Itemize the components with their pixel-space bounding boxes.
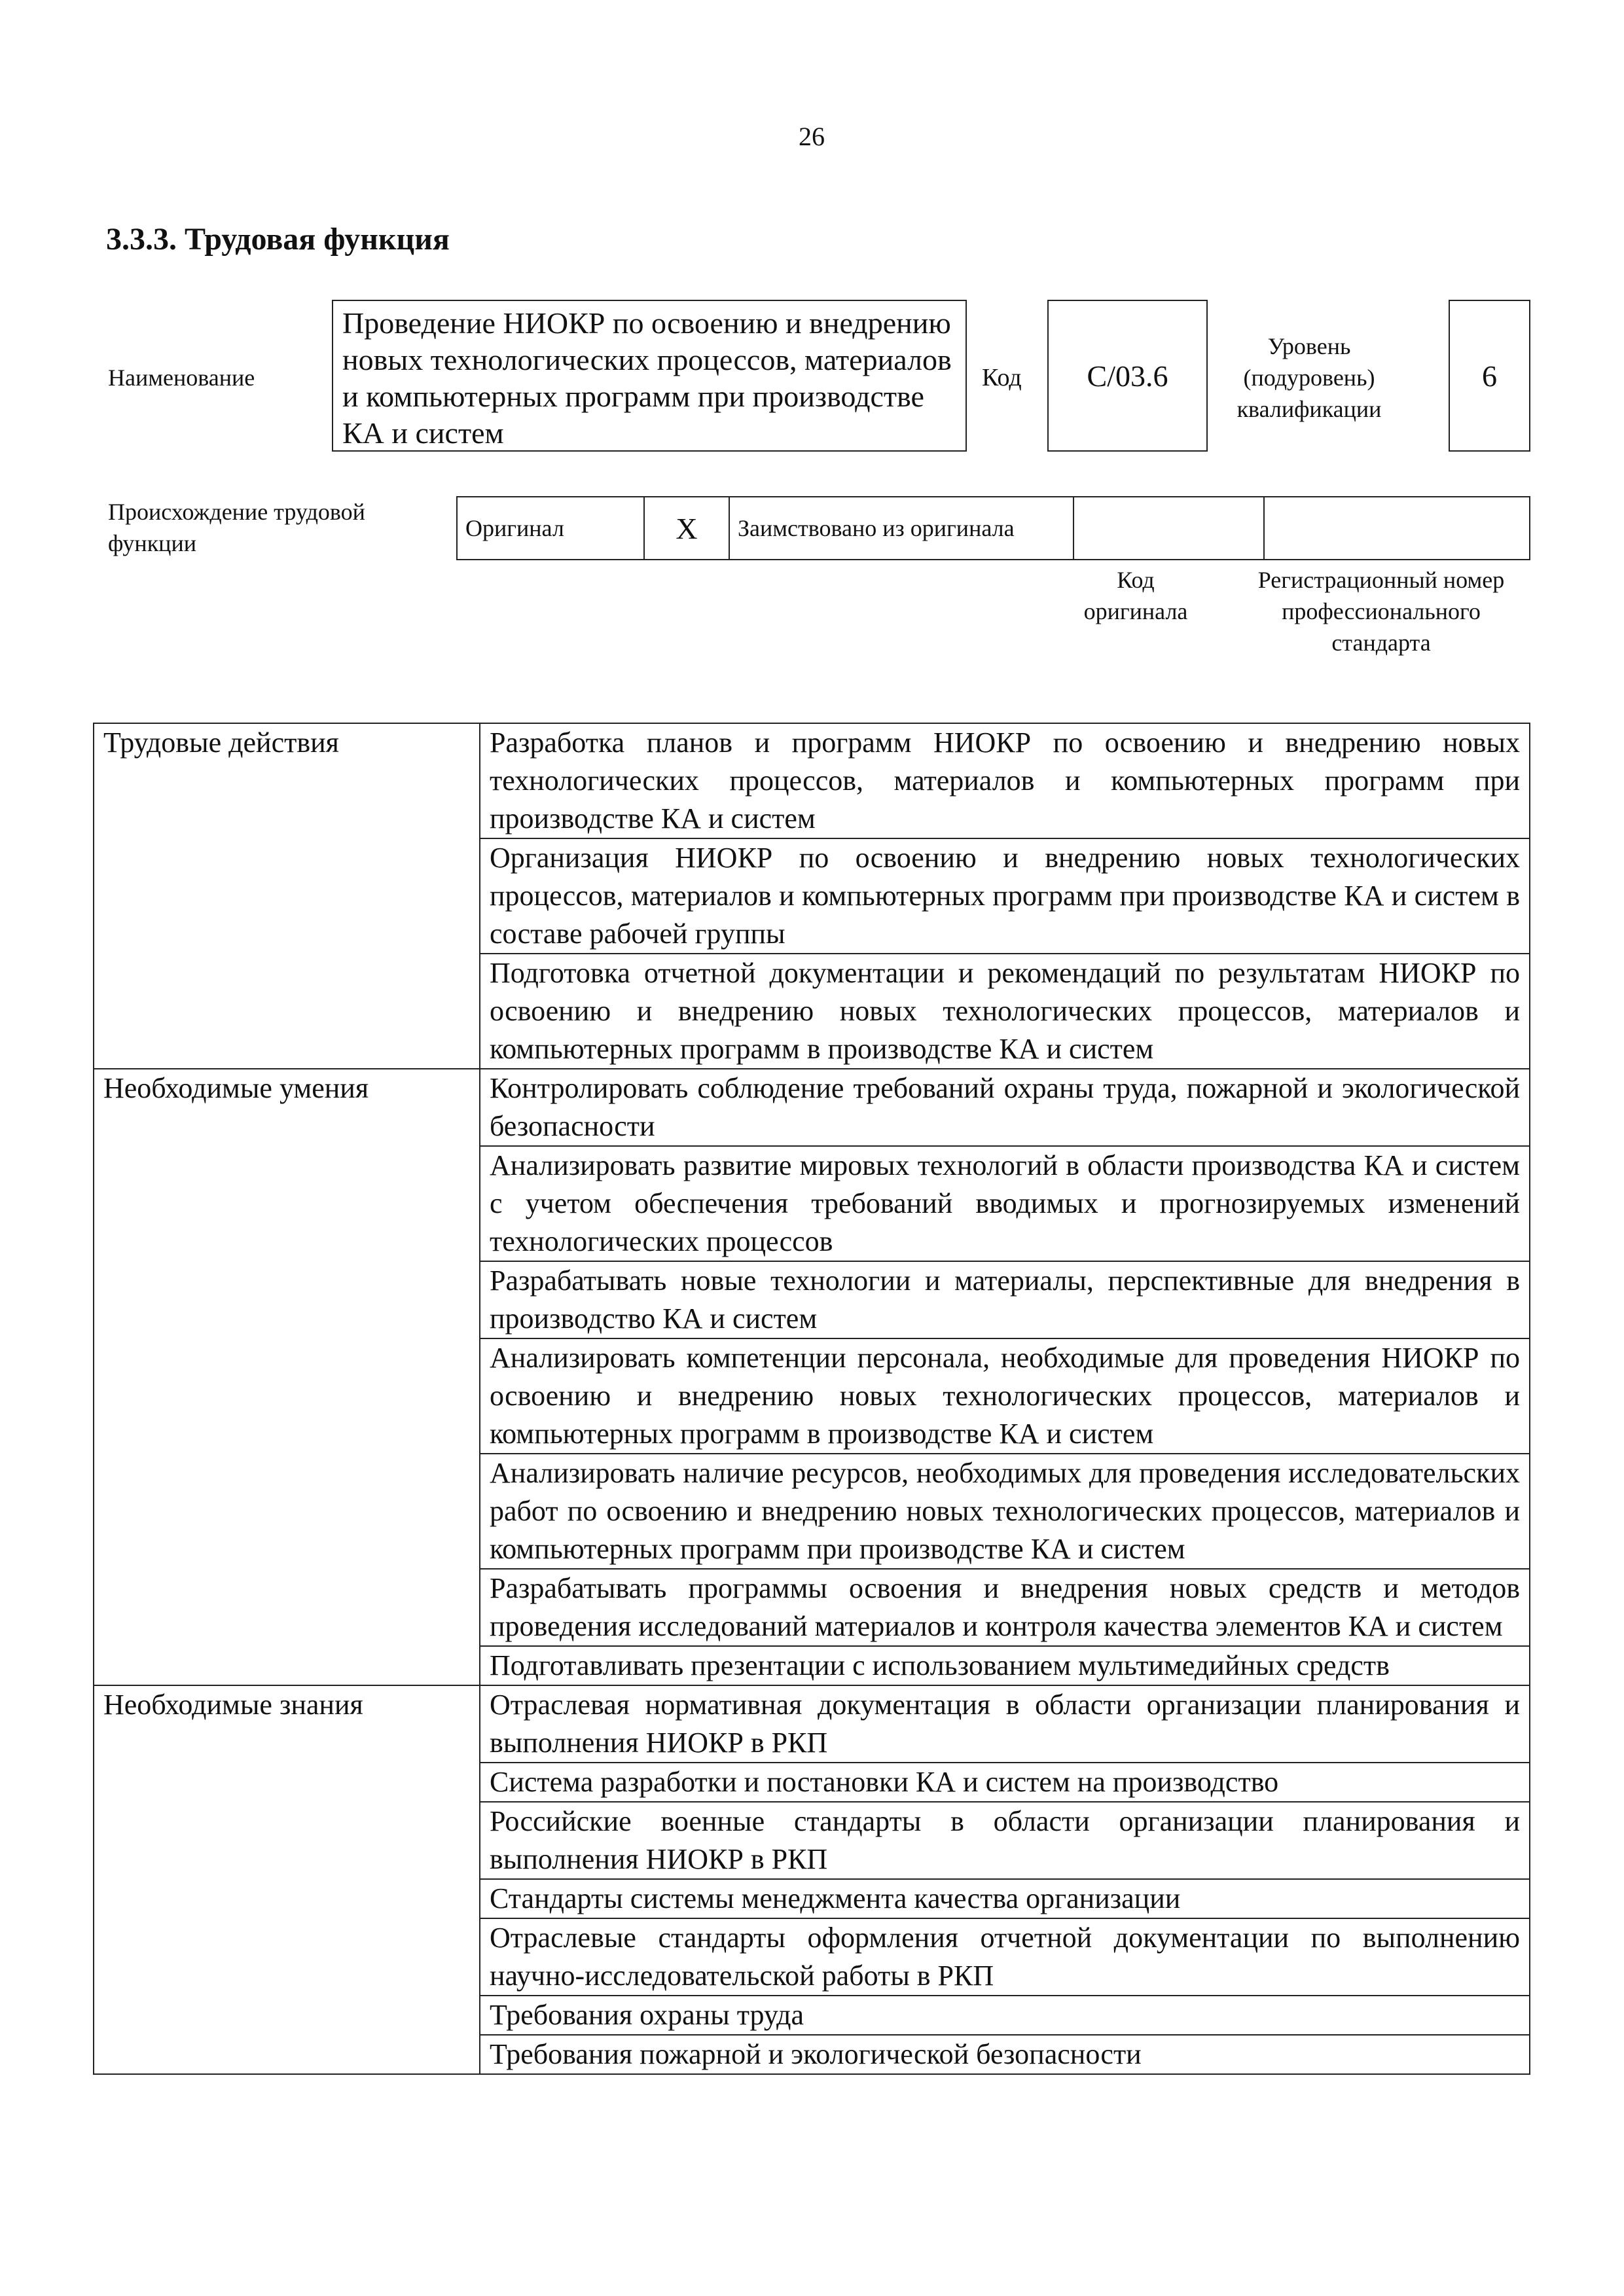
qualification-level-label: Уровень (подуровень) квалификации — [1236, 333, 1382, 422]
code-original-caption: Код оригинала — [1083, 567, 1188, 624]
item-cell: Анализировать развитие мировых технологий в области производства КА и систем с учетом обеспечения требований вводимых и прогнозируемых изменений технологических процессов — [480, 1146, 1530, 1261]
category-cell: Трудовые действия — [94, 723, 480, 1069]
item-cell: Отраслевая нормативная документация в области организации планирования и выполнения НИОКР в РКП — [480, 1685, 1530, 1763]
item-cell: Требования пожарной и экологической безопасности — [480, 2035, 1530, 2074]
reg-number-caption: Регистрационный номер профессионального стандарта — [1257, 567, 1505, 656]
item-cell: Подготовка отчетной документации и рекомендаций по результатам НИОКР по освоению и внедрению новых технологических процессов, материалов и компьютерных программ в производстве КА и систем — [480, 954, 1530, 1069]
page-number: 26 — [799, 122, 825, 151]
item-cell: Организация НИОКР по освоению и внедрению новых технологических процессов, материалов и компьютерных программ при производстве КА и систем в составе рабочей группы — [480, 838, 1530, 954]
table-row — [94, 1069, 1530, 1146]
category-cell: Необходимые знания — [94, 1685, 480, 2074]
item-cell: Контролировать соблюдение требований охраны труда, пожарной и экологической безопасности — [480, 1069, 1530, 1146]
table-row — [94, 1685, 1530, 1763]
origin-table — [456, 496, 1530, 560]
origin-label: Происхождение трудовой функции — [108, 499, 365, 556]
item-cell: Разработка планов и программ НИОКР по освоению и внедрению новых технологических процессов, материалов и компьютерных программ при производстве КА и систем — [480, 723, 1530, 838]
function-name-box: Проведение НИОКР по освоению и внедрению новых технологических процессов, материалов и компьютерных программ при производстве КА и систем — [332, 300, 967, 452]
item-cell: Разрабатывать новые технологии и материалы, перспективные для внедрения в производство КА и систем — [480, 1261, 1530, 1338]
reg-number-cell — [1264, 497, 1530, 560]
name-label: Наименование — [108, 365, 255, 391]
original-mark: X — [644, 497, 729, 560]
original-code-cell — [1074, 497, 1264, 560]
code-value-box: C/03.6 — [1047, 300, 1208, 452]
item-cell: Отраслевые стандарты оформления отчетной документации по выполнению научно-исследовательской работы в РКП — [480, 1918, 1530, 1996]
borrowed-cell: Заимствовано из оригинала — [729, 497, 1074, 560]
item-cell: Анализировать компетенции персонала, необходимые для проведения НИОКР по освоению и внедрению новых технологических процессов, материалов и компьютерных программ в производстве КА и систем — [480, 1338, 1530, 1454]
qualification-level-box: 6 — [1449, 300, 1530, 452]
item-cell: Подготавливать презентации с использованием мультимедийных средств — [480, 1646, 1530, 1685]
code-label: Код — [982, 364, 1022, 391]
item-cell: Система разработки и постановки КА и систем на производство — [480, 1763, 1530, 1802]
item-cell: Российские военные стандарты в области организации планирования и выполнения НИОКР в РКП — [480, 1802, 1530, 1879]
item-cell: Анализировать наличие ресурсов, необходимых для проведения исследовательских работ по освоению и внедрению новых технологических процессов, материалов и компьютерных программ при производстве КА и систем — [480, 1454, 1530, 1569]
category-cell: Необходимые умения — [94, 1069, 480, 1685]
item-cell: Стандарты системы менеджмента качества организации — [480, 1879, 1530, 1918]
item-cell: Требования охраны труда — [480, 1996, 1530, 2035]
section-title: 3.3.3. Трудовая функция — [106, 222, 450, 257]
original-cell: Оригинал — [457, 497, 644, 560]
functions-table — [93, 723, 1530, 2075]
item-cell: Разрабатывать программы освоения и внедрения новых средств и методов проведения исследований материалов и контроля качества элементов КА и систем — [480, 1569, 1530, 1646]
table-row — [94, 723, 1530, 838]
